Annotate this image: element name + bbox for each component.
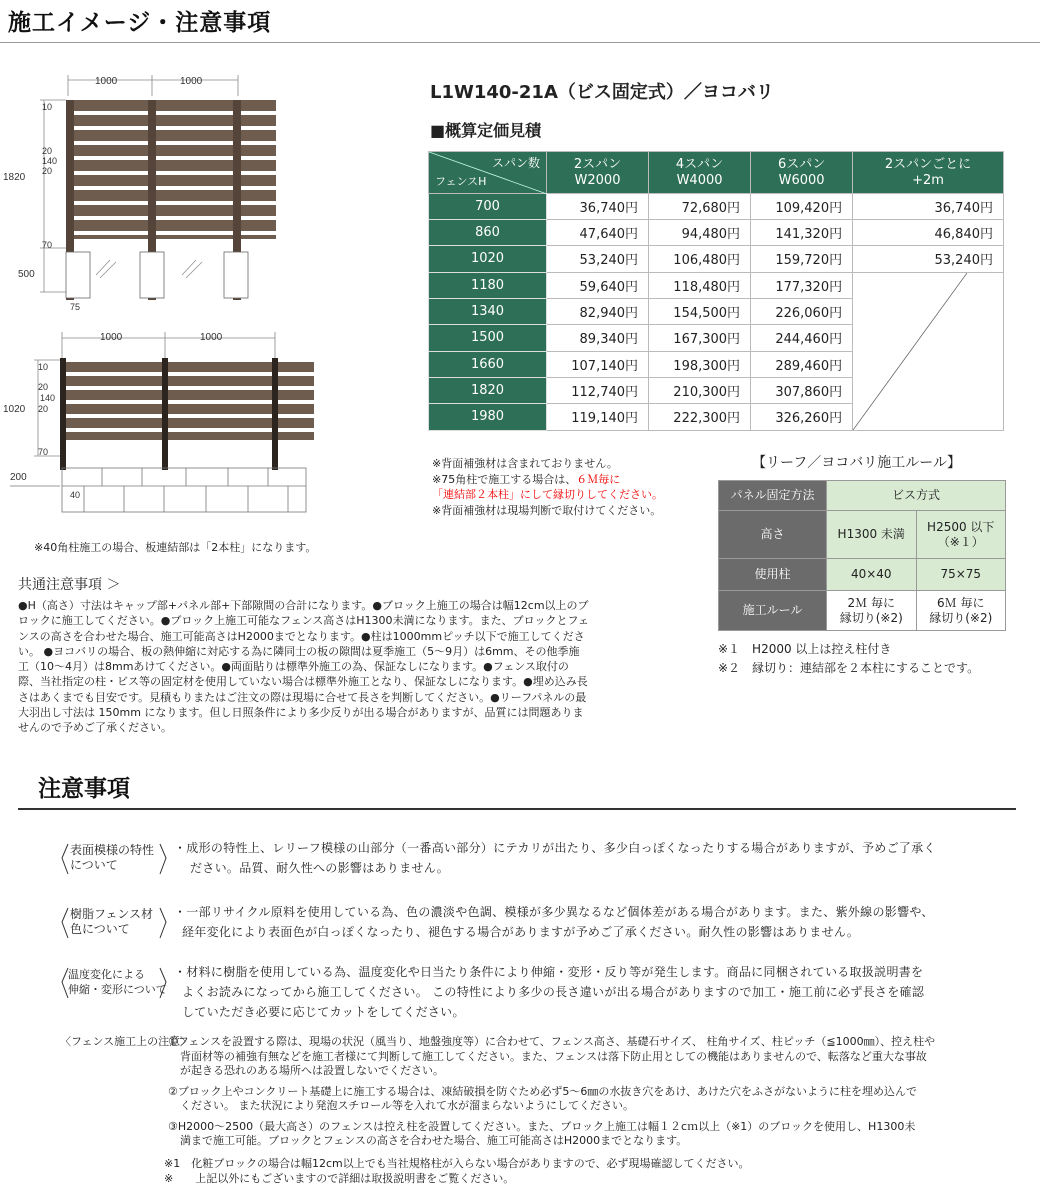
- col-header: 2スパンごとに +2m: [853, 152, 1004, 194]
- common-notes-heading: 共通注意事項 ＞: [18, 577, 121, 593]
- estimate-title: ■概算定価見積: [430, 121, 542, 140]
- d1-bottom-gap: 70: [42, 240, 53, 250]
- item1-label: 表面模様の特性 について: [70, 843, 155, 872]
- item2-label: 樹脂フェンス材 色について: [70, 907, 154, 936]
- item4-text: ①フェンスを設置する際は、現場の状況（風当り、地盤強度等）に合わせて、フェンス高さ、基礎石サイズ、 柱角サイズ、柱ピッチ（≦1000㎜）、控え柱や 背面材等の補強有無などを施工者様にて判断して施工してください。また、フェンスは落下防止用としての機能はありませんので、転落など重大な事故 が起きる恐れのある場所へは設置しないでください。 ②ブロック上やコンクリート基礎上に施工する場合は、凍結破損を防ぐため必ず5～6㎜の水抜き穴をあけ、あけた穴をふさがないように柱を埋め込んで ください。 また状況により発泡スチロール等を入れて水が溜まらないようにしてください。 ③H2000～2500（最大高さ）のフェンスは控え柱を設置してください。また、ブロック上施工は幅１２cｍ以上（※1）のブロックを使用し、H1300未 満まで施工可能。ブロックとフェンスの高さを合わせた場合、施工可能高さはH2000までとなります。: [168, 1035, 936, 1147]
- d1-gap: 20: [42, 146, 53, 156]
- rules-title: 【リーフ／ヨコバリ施工ルール】: [752, 455, 962, 471]
- table-row: 1180 59,640円 118,480円 177,320円: [429, 272, 1004, 298]
- item2-text: ・一部リサイクル原料を使用している為、色の濃淡や色調、模様が多少異なるなど個体差がある場合があります。また、紫外線の影響や、 経年変化により表面色が白っぽくなったり、褪色する場合がありますが予めご了承ください。耐久性の影響はありません。: [174, 905, 934, 939]
- col-header: 6スパン W6000: [751, 152, 853, 194]
- d2-base: 200: [10, 472, 27, 483]
- item3-label: 温度変化による 伸縮・変形について: [68, 968, 167, 996]
- item4-footnotes: ※1 化粧ブロックの場合は幅12cm以上でも当社規格柱が入らない場合がありますので、必ず現場確認してください。 ※ 上記以外にもございますので詳細は取扱説明書をご覧ください。: [164, 1157, 750, 1185]
- d2-top-gap: 10: [38, 362, 49, 372]
- d1-width-1: 1000: [95, 76, 118, 87]
- title-divider: [0, 42, 1040, 43]
- fence-diagram-h1020: [0, 328, 320, 538]
- d1-post: 75: [70, 302, 81, 312]
- d1-total-height: 1820: [3, 172, 26, 183]
- common-notes-body: ●H（高さ）寸法はキャップ部+パネル部+下部隙間の合計になります。●ブロック上施工の場合は幅12cm以上のブロックに施工してください。●ブロック上施工可能なフェンス高さはH1300未満になります。また、ブロックとフェンスの高さを合わせた場合、施工可能高さはH2000までとなります。●柱は1000mmピッチ以下で施工してください。 ●ヨコバリの場合、板の熱伸縮に対応する為に隣同士の板の隙間は夏季施工（5～9月）は6mm、その他季施工（10～4月）は8mmあけてください。●両面貼りは標準外施工の為、保証なしになります。●フェンス取付の際、当社指定の柱・ビス等の固定材を使用していない場合は標準外施工となり、保証なしになります。●埋め込み長さはあくまでも目安です。見積もりまたはご注文の際は現場に合せて長さを判断してください。●リーフパネルの最大羽出し寸法は 150mm になります。但し日照条件により多少反りが出る場合がありますが、品質には問題ありませんので予めご了承ください。: [18, 599, 589, 735]
- d2-width-2: 1000: [200, 332, 223, 343]
- d1-gap-2: 20: [42, 166, 53, 176]
- table-corner: [429, 152, 547, 194]
- table-notes: ※背面補強材は含まれておりません。 ※75角柱で施工する場合は、６Ｍ毎に 「連結部２本柱」にして縁切りしてください。 ※背面補強材は現場判断で取付けてください。: [432, 457, 663, 517]
- notes-heading: 注意事項: [38, 776, 130, 802]
- product-title: L1W140-21A（ビス固定式）／ヨコバリ: [430, 82, 774, 103]
- post40-caption: ※40角柱施工の場合、板連結部は「2本柱」になります。: [34, 541, 317, 554]
- item1-text: ・成形の特性上、レリーフ模様の山部分（一番高い部分）にテカリが出たり、多少白っぽくなったりする場合がありますが、予めご了承く ださい。品質、耐久性への影響はありません。: [174, 841, 936, 875]
- d1-base: 500: [18, 269, 35, 280]
- table-row: 860 47,640円 94,480円 141,320円 46,840円: [429, 220, 1004, 246]
- corner-span-label: スパン数: [491, 156, 540, 170]
- table-row: 700 36,740円 72,680円 109,420円 36,740円: [429, 194, 1004, 220]
- d2-bottom-gap: 70: [38, 447, 49, 457]
- table-row: 1020 53,240円 106,480円 159,720円 53,240円: [429, 246, 1004, 272]
- notes-divider: [18, 808, 1016, 810]
- d2-board: 140: [40, 393, 56, 403]
- col-header: 2スパン W2000: [547, 152, 649, 194]
- table-row: 1660 107,140円 198,300円 289,460円: [429, 351, 1004, 377]
- item3-text: ・材料に樹脂を使用している為、温度変化や日当たり条件により伸縮・変形・反り等が発生します。商品に同梱されている取扱説明書を よくお読みになってから施工してください。 この特性により多少の長さ違いが出る場合がありますので加工・施工前に必ず長さを確認 していただき必要に応じてカットをしてください。: [174, 965, 925, 1019]
- rules-table: パネル固定方法 ビス方式 高さ H1300 未満 H2500 以下 （※１） 使用柱 40×40 75×75 施工ルール 2Ｍ 毎に 縁切り(※2) 6Ｍ 毎に 縁切り(※2): [718, 480, 1006, 631]
- table-row: 1820 112,740円 210,300円 307,860円: [429, 377, 1004, 403]
- d1-board: 140: [42, 156, 58, 166]
- page-title: 施工イメージ・注意事項: [8, 10, 272, 36]
- item4-label: 〈フェンス施工上の注意〉: [60, 1035, 192, 1048]
- table-row: 1340 82,940円 154,500円 226,060円: [429, 298, 1004, 324]
- price-table: [428, 151, 1004, 431]
- d2-total-height: 1020: [3, 404, 26, 415]
- fence-diagram-h1820: [0, 70, 300, 320]
- d1-top-gap: 10: [42, 102, 53, 112]
- d2-post: 40: [70, 490, 81, 500]
- corner-height-label: フェンスH: [435, 175, 487, 188]
- d2-gap: 20: [38, 382, 49, 392]
- col-header: 4スパン W4000: [649, 152, 751, 194]
- table-row: 1980 119,140円 222,300円 326,260円: [429, 404, 1004, 430]
- rules-footnotes: ※１ H2000 以上は控え柱付き ※２ 縁切り：連結部を２本柱にすることです。: [718, 642, 980, 675]
- d2-gap-2: 20: [38, 404, 49, 414]
- d2-width-1: 1000: [100, 332, 123, 343]
- d1-width-2: 1000: [180, 76, 203, 87]
- na-cell: [853, 272, 1004, 430]
- table-row: 1500 89,340円 167,300円 244,460円: [429, 325, 1004, 351]
